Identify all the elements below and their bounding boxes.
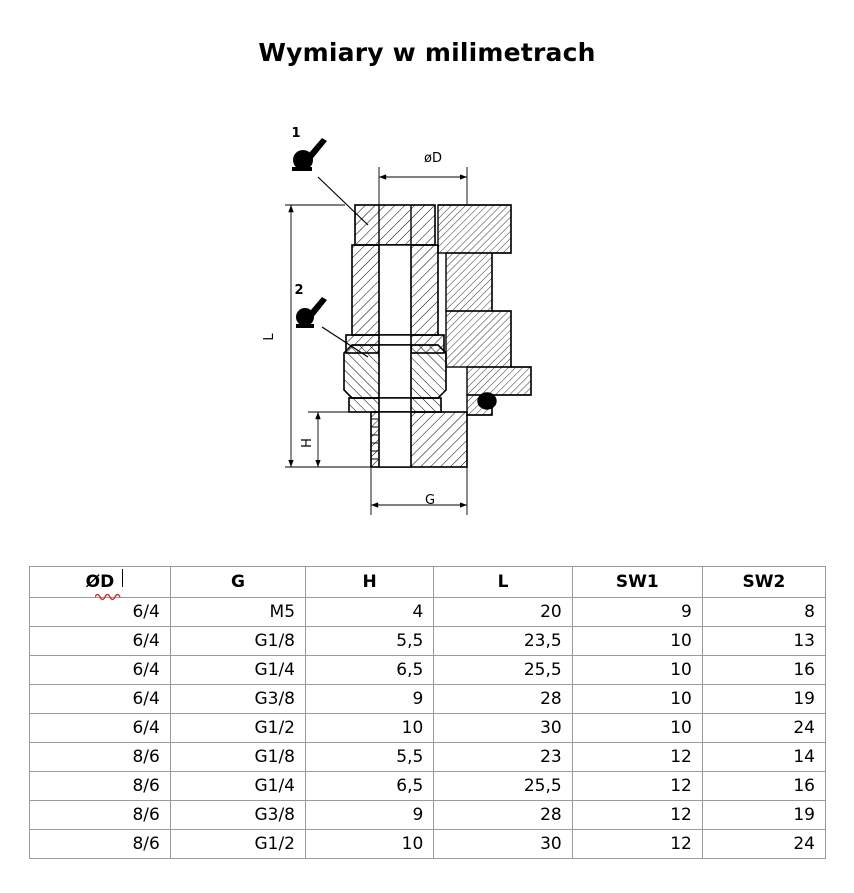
cell-g: G1/4 xyxy=(170,656,305,685)
dimensions-table xyxy=(29,566,826,859)
text-cursor xyxy=(122,569,123,587)
fitting-body xyxy=(344,205,531,467)
length-label: L xyxy=(262,333,277,341)
cell-l: 30 xyxy=(434,714,572,743)
cell-h: 10 xyxy=(306,830,434,859)
cell-od: 8/6 xyxy=(30,743,171,772)
cell-l: 28 xyxy=(434,685,572,714)
cell-sw1: 10 xyxy=(572,685,702,714)
cell-g: G1/8 xyxy=(170,627,305,656)
cell-od: 6/4 xyxy=(30,598,171,627)
cell-sw2: 13 xyxy=(702,627,825,656)
cell-g: G3/8 xyxy=(170,801,305,830)
table-body xyxy=(30,598,826,859)
cell-l: 30 xyxy=(434,830,572,859)
table-head xyxy=(30,567,826,598)
cell-h: 5,5 xyxy=(306,627,434,656)
column-header-g: G xyxy=(170,567,305,598)
table-row xyxy=(30,801,826,830)
dimensions-table-wrap xyxy=(29,566,826,859)
cell-sw2: 19 xyxy=(702,801,825,830)
column-header-h: H xyxy=(306,567,434,598)
cell-h: 6,5 xyxy=(306,772,434,801)
cell-l: 20 xyxy=(434,598,572,627)
callout-1-marker xyxy=(292,138,327,171)
cell-sw1: 12 xyxy=(572,772,702,801)
cell-sw1: 12 xyxy=(572,801,702,830)
cell-od: 6/4 xyxy=(30,627,171,656)
cell-h: 10 xyxy=(306,714,434,743)
thread-label: G xyxy=(424,493,436,508)
cell-od: 6/4 xyxy=(30,656,171,685)
cell-h: 6,5 xyxy=(306,656,434,685)
table-row xyxy=(30,714,826,743)
cell-sw2: 19 xyxy=(702,685,825,714)
cell-h: 4 xyxy=(306,598,434,627)
table-row xyxy=(30,656,826,685)
cell-l: 23,5 xyxy=(434,627,572,656)
page-title: Wymiary w milimetrach xyxy=(258,38,596,67)
cell-l: 25,5 xyxy=(434,772,572,801)
cell-g: G1/2 xyxy=(170,714,305,743)
table-row xyxy=(30,627,826,656)
cell-g: G1/8 xyxy=(170,743,305,772)
cell-l: 23 xyxy=(434,743,572,772)
cell-sw2: 8 xyxy=(702,598,825,627)
callout-2-label: 2 xyxy=(294,283,304,298)
height-label: H xyxy=(300,438,315,448)
cell-g: G1/2 xyxy=(170,830,305,859)
cell-sw2: 14 xyxy=(702,743,825,772)
cell-sw1: 10 xyxy=(572,656,702,685)
cell-g: G3/8 xyxy=(170,685,305,714)
cell-g: G1/4 xyxy=(170,772,305,801)
table-row xyxy=(30,743,826,772)
cell-sw2: 16 xyxy=(702,772,825,801)
cell-od: 6/4 xyxy=(30,685,171,714)
callout-1-label: 1 xyxy=(291,126,301,141)
cell-sw1: 12 xyxy=(572,743,702,772)
table-row xyxy=(30,830,826,859)
cell-sw2: 24 xyxy=(702,714,825,743)
cell-sw2: 16 xyxy=(702,656,825,685)
cell-h: 9 xyxy=(306,801,434,830)
column-header-sw2: SW2 xyxy=(702,567,825,598)
cell-od: 8/6 xyxy=(30,830,171,859)
diameter-label: øD xyxy=(424,151,442,166)
cell-l: 28 xyxy=(434,801,572,830)
cell-sw1: 12 xyxy=(572,830,702,859)
cell-h: 5,5 xyxy=(306,743,434,772)
cell-od: 8/6 xyxy=(30,772,171,801)
fitting-cross-section-svg xyxy=(0,105,854,545)
table-row xyxy=(30,598,826,627)
column-header-od-label: ØD xyxy=(85,572,115,592)
cell-od: 6/4 xyxy=(30,714,171,743)
cell-sw1: 9 xyxy=(572,598,702,627)
cell-l: 25,5 xyxy=(434,656,572,685)
cell-sw1: 10 xyxy=(572,714,702,743)
cell-od: 8/6 xyxy=(30,801,171,830)
cell-sw1: 10 xyxy=(572,627,702,656)
technical-drawing xyxy=(0,105,854,545)
cell-sw2: 24 xyxy=(702,830,825,859)
cell-g: M5 xyxy=(170,598,305,627)
column-header-sw1: SW1 xyxy=(572,567,702,598)
callout-2-marker xyxy=(296,297,327,328)
table-header-row xyxy=(30,567,826,598)
column-header-l: L xyxy=(434,567,572,598)
table-row xyxy=(30,772,826,801)
column-header-od xyxy=(30,567,171,598)
cell-h: 9 xyxy=(306,685,434,714)
table-row xyxy=(30,685,826,714)
